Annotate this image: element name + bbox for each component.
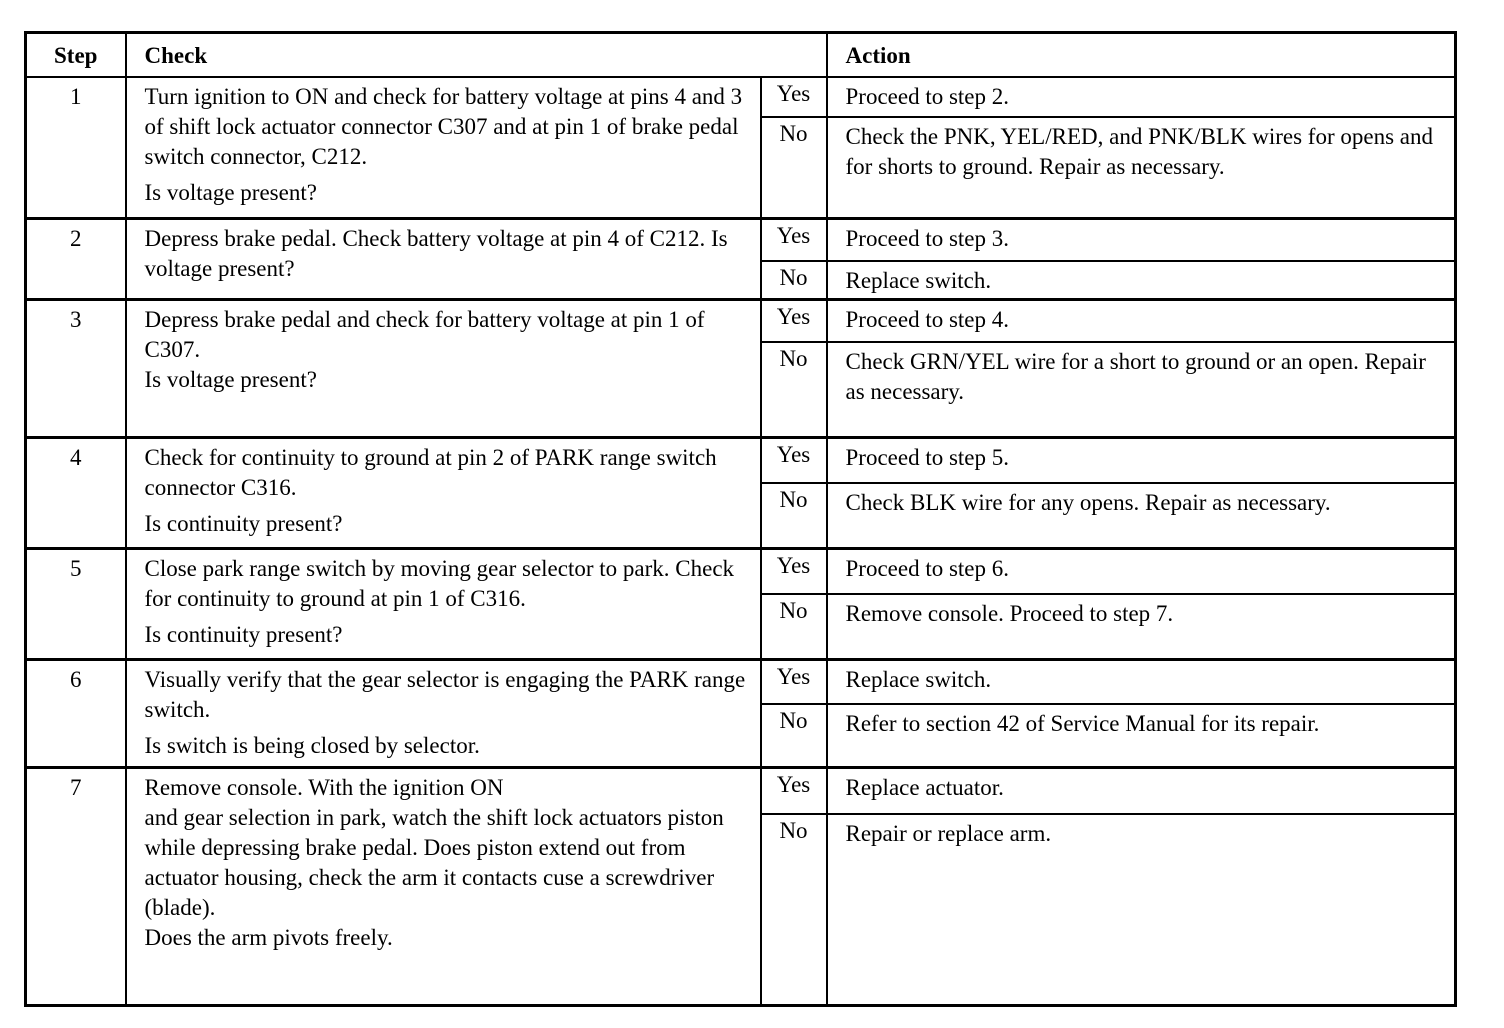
step-number: 4: [26, 438, 126, 549]
check-question: Does the arm pivots freely.: [144, 925, 393, 950]
yes-label: Yes: [761, 77, 827, 117]
no-label: No: [761, 342, 827, 438]
no-label: No: [761, 594, 827, 660]
header-step: Step: [26, 33, 126, 77]
check-text: Depress brake pedal and check for battery voltage at pin 1 of C307.: [144, 307, 705, 362]
header-action: Action: [827, 33, 1456, 77]
no-action: Remove console. Proceed to step 7.: [827, 594, 1456, 660]
table-row: [26, 300, 1456, 342]
yes-action: Proceed to step 3.: [827, 219, 1456, 261]
check-text: Remove console. With the ignition ON: [144, 775, 504, 800]
check-text: Turn ignition to ON and check for battery voltage at pins 4 and 3 of shift lock actuator connector C307 and at pin 1 of brake pedal switch connector, C212.: [144, 83, 743, 169]
check-question: Is voltage present?: [144, 367, 317, 392]
check-cell: [126, 219, 761, 300]
yes-label: Yes: [761, 660, 827, 704]
no-action: Check GRN/YEL wire for a short to ground or an open. Repair as necessary.: [827, 342, 1456, 438]
yes-action: Proceed to step 6.: [827, 549, 1456, 594]
yes-label: Yes: [761, 219, 827, 261]
step-number: 6: [26, 660, 126, 768]
no-action: Replace switch.: [827, 261, 1456, 300]
yes-label: Yes: [761, 768, 827, 814]
yes-action: Proceed to step 4.: [827, 300, 1456, 342]
check-question: Is continuity present?: [144, 622, 343, 647]
table-row: [26, 768, 1456, 814]
table-row: [26, 77, 1456, 117]
yes-action: Replace switch.: [827, 660, 1456, 704]
header-row: [26, 33, 1456, 77]
check-question: Is continuity present?: [144, 511, 343, 536]
diagnostic-table: [24, 31, 1457, 1007]
check-question: Is switch is being closed by selector.: [144, 733, 480, 758]
yes-action: Replace actuator.: [827, 768, 1456, 814]
table-row: [26, 549, 1456, 594]
check-cell: [126, 438, 761, 549]
no-label: No: [761, 704, 827, 768]
no-action: Check BLK wire for any opens. Repair as necessary.: [827, 483, 1456, 549]
no-action: Repair or replace arm.: [827, 814, 1456, 1006]
check-cell: [126, 660, 761, 768]
check-text: and gear selection in park, watch the shift lock actuators piston while depressing brake pedal. Does piston extend out from actuator housing, check the arm it contacts cuse a screwdriver (blade).: [144, 805, 724, 920]
table-row: [26, 219, 1456, 261]
yes-label: Yes: [761, 549, 827, 594]
check-cell: [126, 549, 761, 660]
no-label: No: [761, 117, 827, 219]
no-action: Check the PNK, YEL/RED, and PNK/BLK wires for opens and for shorts to ground. Repair as necessary.: [827, 117, 1456, 219]
yes-action: Proceed to step 5.: [827, 438, 1456, 483]
check-question: Is voltage present?: [144, 179, 317, 205]
check-cell: [126, 300, 761, 438]
check-text: Close park range switch by moving gear selector to park. Check for continuity to ground at pin 1 of C316.: [144, 556, 735, 611]
no-label: No: [761, 483, 827, 549]
check-text: Check for continuity to ground at pin 2 of PARK range switch connector C316.: [144, 445, 717, 500]
check-cell: [126, 77, 761, 219]
step-number: 2: [26, 219, 126, 300]
table-row: [26, 660, 1456, 704]
check-cell: [126, 768, 761, 1006]
check-text: Depress brake pedal. Check battery voltage at pin 4 of C212. Is voltage present?: [144, 226, 728, 281]
check-text: Visually verify that the gear selector is engaging the PARK range switch.: [144, 667, 746, 722]
step-number: 1: [26, 77, 126, 219]
yes-label: Yes: [761, 300, 827, 342]
no-label: No: [761, 814, 827, 1006]
step-number: 7: [26, 768, 126, 1006]
yes-action: Proceed to step 2.: [827, 77, 1456, 117]
step-number: 5: [26, 549, 126, 660]
step-number: 3: [26, 300, 126, 438]
yes-label: Yes: [761, 438, 827, 483]
no-label: No: [761, 261, 827, 300]
no-action: Refer to section 42 of Service Manual for its repair.: [827, 704, 1456, 768]
header-check: Check: [126, 33, 827, 77]
table-row: [26, 438, 1456, 483]
